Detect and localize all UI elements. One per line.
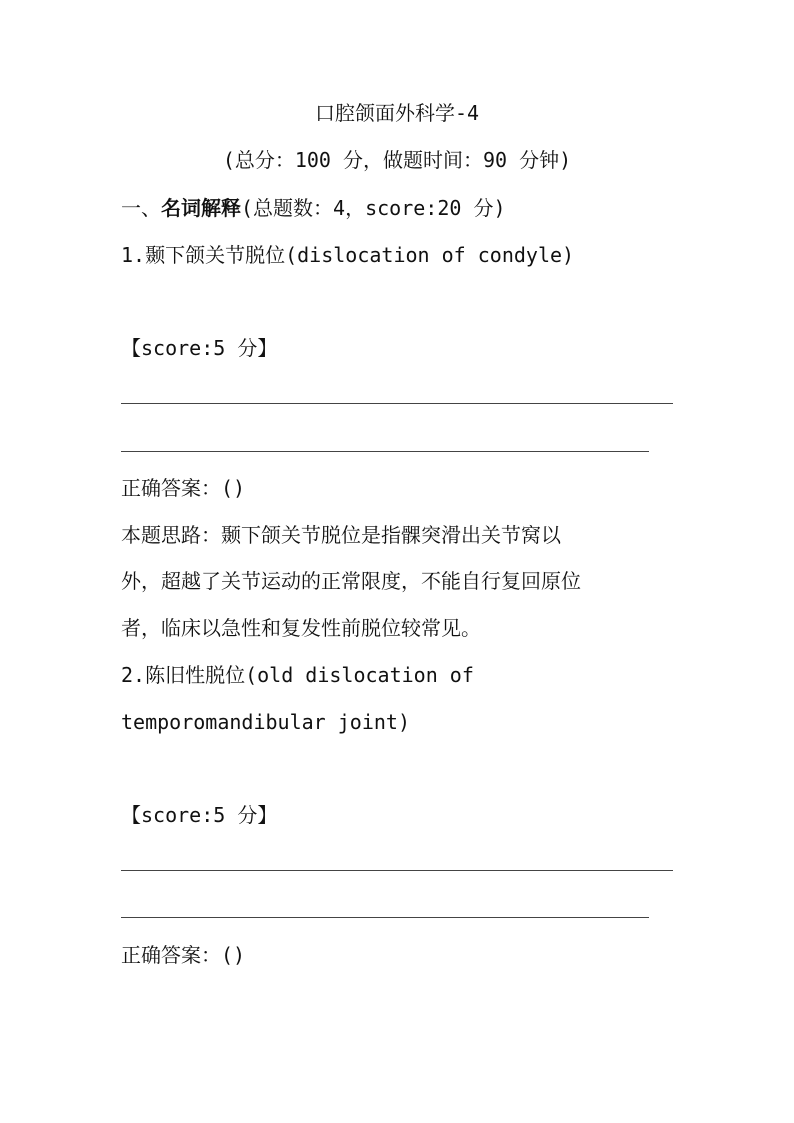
- question-1-text: 1.颞下颌关节脱位(dislocation of condyle): [121, 243, 575, 267]
- question-1-explanation-line-3: 者，临床以急性和复发性前脱位较常见。: [121, 616, 481, 640]
- question-1-explanation-line-1: 本题思路：颞下颌关节脱位是指髁突滑出关节窝以: [121, 523, 561, 547]
- question-2-answer-line-1: [121, 870, 673, 871]
- document-subtitle: (总分：100 分，做题时间：90 分钟): [222, 148, 572, 172]
- section-heading: [121, 198, 506, 218]
- document-title: 口腔颌面外科学-4: [314, 101, 480, 125]
- question-2-answer: 正确答案：(): [121, 943, 246, 967]
- question-2-score: 【score:5 分】: [121, 803, 278, 827]
- section-name: 名词解释: [161, 196, 241, 220]
- question-1-answer-line-1: [121, 403, 673, 404]
- section-info: (总题数：4，score:20 分): [241, 196, 506, 220]
- question-1-explanation-line-2: 外，超越了关节运动的正常限度，不能自行复回原位: [121, 569, 581, 593]
- question-2-answer-line-2: [121, 917, 649, 918]
- question-2-text-line-2: temporomandibular joint): [121, 710, 410, 734]
- question-2-text-line-1: 2.陈旧性脱位(old dislocation of: [121, 663, 474, 687]
- question-1-answer-line-2: [121, 451, 649, 452]
- section-prefix: 一、: [121, 196, 161, 220]
- question-1-answer: 正确答案：(): [121, 476, 246, 500]
- question-1-score: 【score:5 分】: [121, 336, 278, 360]
